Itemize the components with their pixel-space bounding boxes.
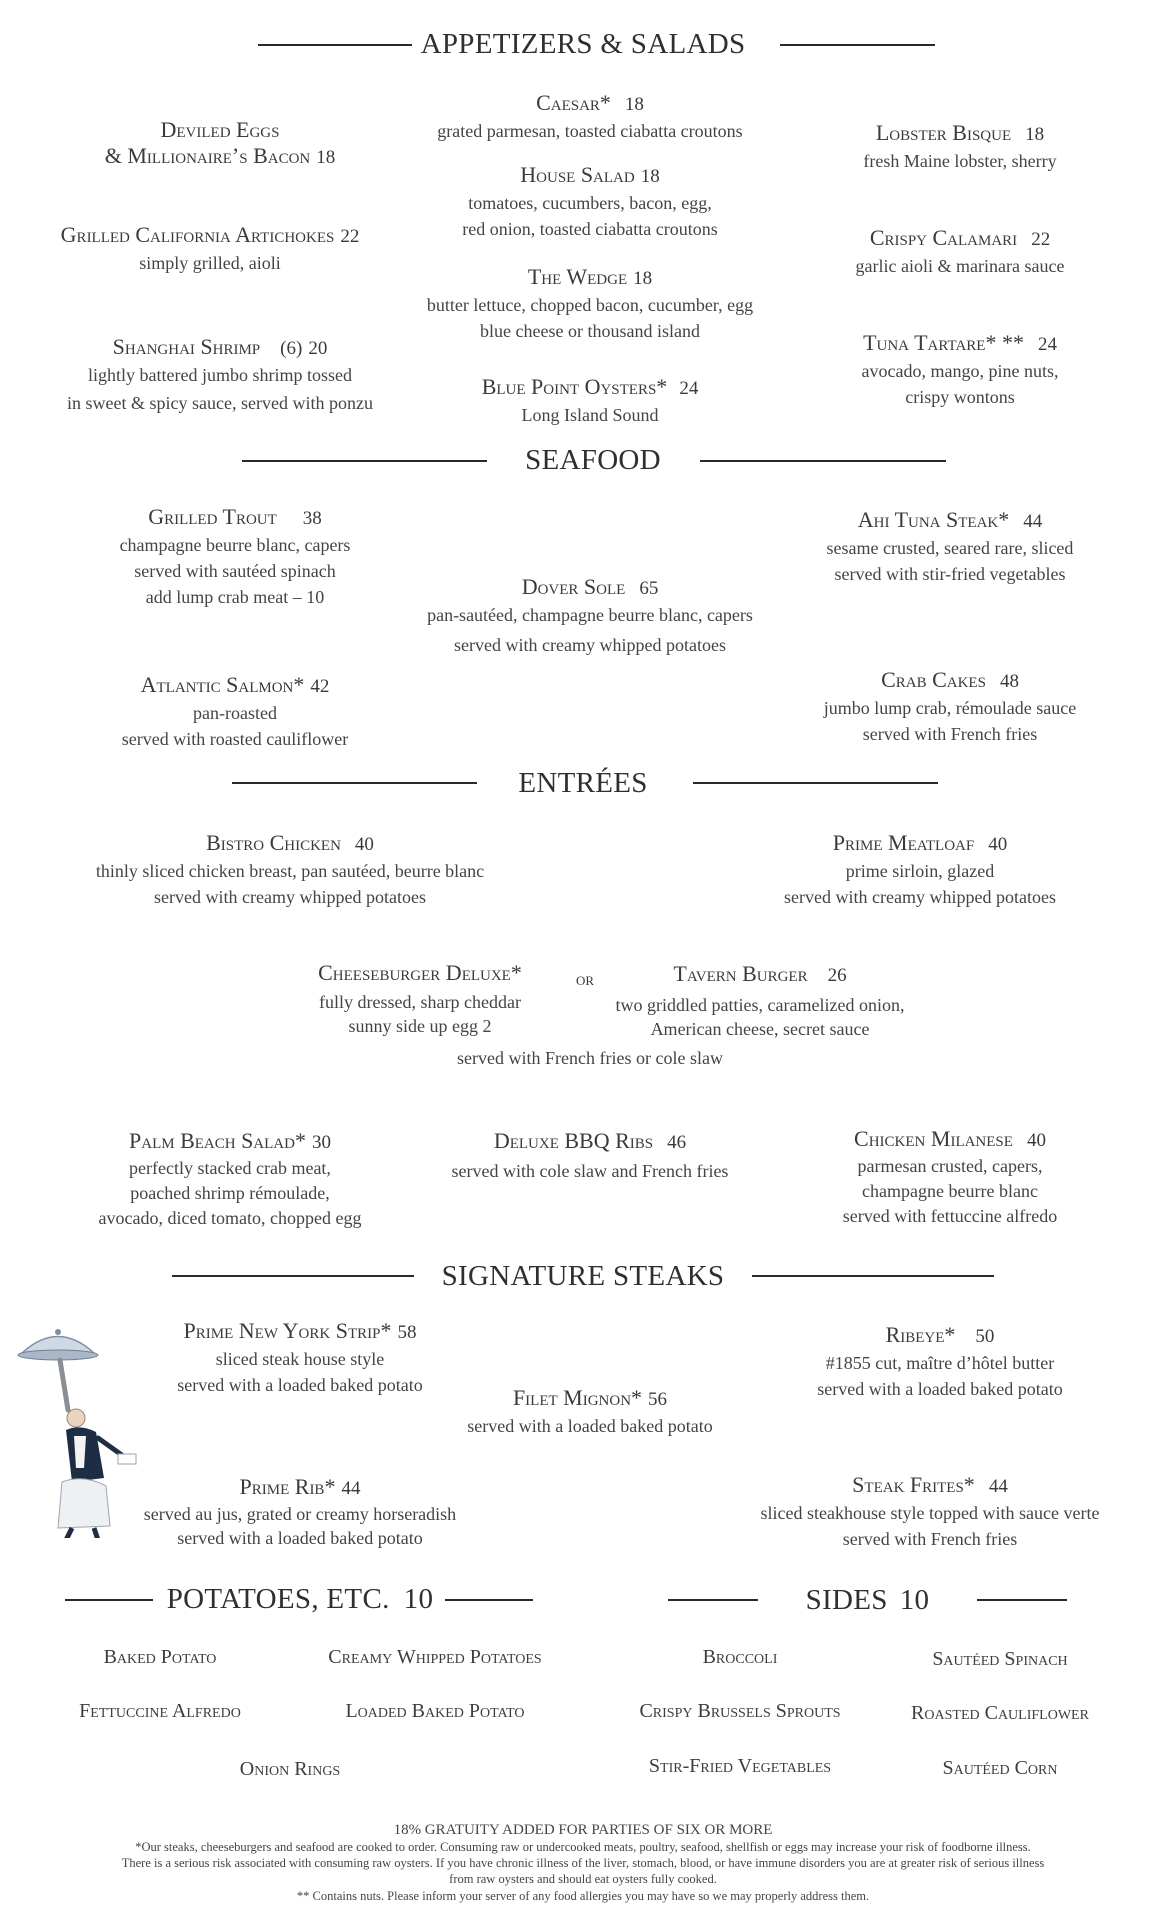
item-description: jumbo lump crab, rémoulade sauce <box>823 698 1077 718</box>
potato-item: Fettuccine Alfredo <box>79 1700 241 1722</box>
item-name: Prime Meatloaf <box>832 830 975 855</box>
section-title-text: POTATOES, ETC. <box>166 1583 390 1615</box>
item-description: avocado, diced tomato, chopped egg <box>98 1208 362 1228</box>
item-name: Palm Beach Salad* <box>129 1128 306 1153</box>
item-description: champagne beurre blanc <box>862 1181 1038 1201</box>
item-name: Tuna Tartare* ** <box>863 330 1024 355</box>
item-price: 46 <box>667 1132 687 1153</box>
burger-or-divider: or <box>575 969 595 990</box>
item-description: Long Island Sound <box>521 405 659 425</box>
item-description: champagne beurre blanc, capers <box>119 535 351 555</box>
item-description: #1855 cut, maître d’hôtel butter <box>825 1353 1055 1373</box>
item-description: sesame crusted, seared rare, sliced <box>826 538 1074 558</box>
menu-item-shanghai-shrimp <box>40 334 400 416</box>
item-name: Grilled Trout <box>148 504 277 529</box>
item-name: Shanghai Shrimp <box>112 334 261 359</box>
item-description: served with cole slaw and French fries <box>451 1161 729 1181</box>
item-description: add lump crab meat – 10 <box>145 587 325 607</box>
item-price: 24 <box>679 378 699 399</box>
item-description: two griddled patties, caramelized onion, <box>615 995 905 1015</box>
item-description: served with sautéed spinach <box>134 561 336 581</box>
item-price: 40 <box>354 834 374 855</box>
item-name: Ribeye* <box>885 1322 956 1347</box>
item-description: served with French fries <box>862 724 1038 744</box>
item-price: 48 <box>999 671 1019 692</box>
menu-item-oysters <box>390 374 790 428</box>
item-description: pan-roasted <box>193 703 277 723</box>
menu-item-caesar <box>390 90 790 144</box>
potato-item: Baked Potato <box>103 1646 217 1668</box>
item-description: served with creamy whipped potatoes <box>154 887 426 907</box>
menu-item-tuna-tartare <box>800 330 1120 410</box>
item-name: Crab Cakes <box>881 667 986 692</box>
menu-item-bistro-chicken <box>60 830 520 910</box>
item-name: Ahi Tuna Steak* <box>857 507 1010 532</box>
menu-item-cheeseburger <box>270 960 570 1038</box>
item-name: Cheeseburger Deluxe* <box>318 960 522 985</box>
item-description: served with creamy whipped potatoes <box>784 887 1056 907</box>
item-price: 18 <box>633 268 653 289</box>
item-description: served with fettuccine alfredo <box>842 1206 1058 1226</box>
item-description: perfectly stacked crab meat, <box>129 1158 331 1178</box>
item-name: Prime Rib* <box>239 1474 336 1499</box>
item-price: 18 <box>624 94 644 115</box>
item-description: sunny side up egg 2 <box>348 1016 492 1036</box>
item-name: Dover Sole <box>521 574 626 599</box>
item-name: & Millionaire’s Bacon <box>104 143 311 168</box>
item-name: House Salad <box>520 162 635 187</box>
item-price: 44 <box>341 1478 361 1499</box>
disclaimer-line: There is a serious risk associated with consuming raw oysters. If you have chronic illness of the liver, stomach, blood, or have immune disorders you are at greater risk of serious illness <box>121 1856 1045 1870</box>
item-price: 58 <box>397 1322 417 1343</box>
menu-item-chicken-milanese <box>780 1126 1120 1229</box>
menu-item-bbq-ribs <box>400 1128 780 1184</box>
item-price: 18 <box>316 147 336 168</box>
burger-side-note: served with French fries or cole slaw <box>457 1048 723 1068</box>
item-price: 18 <box>1025 124 1045 145</box>
section-title-potatoes <box>150 1583 450 1616</box>
item-description: tomatoes, cucumbers, bacon, egg, <box>468 193 712 213</box>
item-description: served with a loaded baked potato <box>177 1528 423 1548</box>
item-name: The Wedge <box>527 264 628 289</box>
item-description: fully dressed, sharp cheddar <box>319 992 521 1012</box>
section-title-sides <box>760 1584 975 1617</box>
menu-item-crab-cakes <box>780 667 1120 747</box>
item-name: Caesar* <box>536 90 611 115</box>
potato-item: Onion Rings <box>239 1758 341 1780</box>
disclaimer-line: from raw oysters and should eat oysters fully cooked. <box>449 1872 717 1886</box>
item-description: poached shrimp rémoulade, <box>130 1183 330 1203</box>
menu-item-filet-mignon <box>400 1385 780 1439</box>
menu-item-prime-rib <box>110 1474 490 1550</box>
item-name: Atlantic Salmon* <box>140 672 305 697</box>
section-title-entrees: ENTRÉES <box>518 767 648 799</box>
item-description: fresh Maine lobster, sherry <box>863 151 1057 171</box>
section-rule-left <box>65 1599 153 1601</box>
item-name: Blue Point Oysters* <box>481 374 668 399</box>
item-description: served with stir-fried vegetables <box>834 564 1066 584</box>
menu-item-crispy-calamari <box>800 225 1120 279</box>
item-price: 22 <box>340 226 360 247</box>
side-item: Roasted Cauliflower <box>911 1702 1089 1724</box>
item-price: 44 <box>1023 511 1043 532</box>
section-rule-right <box>977 1599 1067 1601</box>
side-item: Broccoli <box>702 1646 778 1668</box>
item-description: in sweet & spicy sauce, served with ponzu <box>67 393 373 413</box>
menu-item-wedge <box>390 264 790 344</box>
item-description: prime sirloin, glazed <box>845 861 995 881</box>
menu-item-deviled-eggs <box>40 117 400 171</box>
side-item: Crispy Brussels Sprouts <box>639 1700 841 1722</box>
item-price: 40 <box>988 834 1008 855</box>
item-price: 44 <box>988 1476 1008 1497</box>
item-price: 18 <box>640 166 660 187</box>
menu-item-atlantic-salmon <box>60 672 410 752</box>
item-price: 20 <box>308 338 328 359</box>
gratuity-note: 18% GRATUITY ADDED FOR PARTIES OF SIX OR MORE <box>393 1822 773 1838</box>
item-name: Tavern Burger <box>673 961 808 986</box>
item-name: Bistro Chicken <box>206 830 341 855</box>
item-name: Chicken Milanese <box>854 1126 1013 1151</box>
item-description: thinly sliced chicken breast, pan sautéed, beurre blanc <box>95 861 485 881</box>
item-description: red onion, toasted ciabatta croutons <box>462 219 718 239</box>
item-description: served with roasted cauliflower <box>121 729 349 749</box>
item-description: blue cheese or thousand island <box>480 321 700 341</box>
item-description: served with a loaded baked potato <box>467 1416 713 1436</box>
item-description: butter lettuce, chopped bacon, cucumber, egg <box>426 295 754 315</box>
item-description: served au jus, grated or creamy horseradish <box>143 1504 457 1524</box>
menu-item-house-salad <box>390 162 790 242</box>
item-name: Lobster Bisque <box>875 120 1012 145</box>
menu-item-ahi-tuna <box>780 507 1120 587</box>
item-name: Grilled California Artichokes <box>60 222 335 247</box>
menu-item-dover-sole <box>390 574 790 658</box>
side-item: Stir-Fried Vegetables <box>648 1755 832 1777</box>
section-title-appetizers: APPETIZERS & SALADS <box>420 28 746 60</box>
item-quantity: (6) <box>280 338 303 359</box>
item-price: 56 <box>648 1389 668 1410</box>
potato-item: Creamy Whipped Potatoes <box>328 1646 542 1668</box>
item-name: Deluxe BBQ Ribs <box>493 1128 654 1153</box>
item-name: Prime New York Strip* <box>183 1318 392 1343</box>
item-description: sliced steak house style <box>215 1349 385 1369</box>
section-rule-left <box>668 1599 758 1601</box>
item-description: avocado, mango, pine nuts, <box>861 361 1059 381</box>
menu-item-artichokes <box>20 222 400 276</box>
section-title-seafood: SEAFOOD <box>525 444 661 476</box>
item-description: served with a loaded baked potato <box>177 1375 423 1395</box>
menu-item-tavern-burger <box>590 961 930 1041</box>
item-description: served with a loaded baked potato <box>817 1379 1063 1399</box>
item-price: 24 <box>1037 334 1057 355</box>
item-name: Crispy Calamari <box>869 225 1018 250</box>
item-description: grated parmesan, toasted ciabatta croutons <box>437 121 743 141</box>
item-description: lightly battered jumbo shrimp tossed <box>88 365 352 385</box>
menu-item-lobster-bisque <box>800 120 1120 174</box>
potato-item: Loaded Baked Potato <box>345 1700 525 1722</box>
item-price: 30 <box>311 1132 331 1153</box>
item-price: 65 <box>639 578 659 599</box>
item-price: 26 <box>827 965 847 986</box>
section-title-steaks: SIGNATURE STEAKS <box>441 1260 725 1292</box>
item-description: parmesan crusted, capers, <box>857 1156 1043 1176</box>
section-price: 10 <box>899 1584 930 1616</box>
item-description: served with creamy whipped potatoes <box>454 635 726 655</box>
side-item: Sautéed Corn <box>942 1757 1058 1779</box>
item-description: sliced steakhouse style topped with sauce verte <box>760 1503 1100 1523</box>
item-price: 40 <box>1026 1130 1046 1151</box>
item-description: American cheese, secret sauce <box>650 1019 870 1039</box>
item-description: simply grilled, aioli <box>139 253 281 273</box>
section-price: 10 <box>403 1583 434 1615</box>
allergy-note: ** Contains nuts. Please inform your server of any food allergies you may have so we may properly address them. <box>296 1889 870 1903</box>
menu-item-grilled-trout <box>60 504 410 610</box>
menu-item-palm-beach-salad <box>60 1128 400 1231</box>
item-price: 50 <box>975 1326 995 1347</box>
menu-item-steak-frites <box>720 1472 1140 1552</box>
section-title-text: SIDES <box>805 1584 888 1616</box>
item-price: 38 <box>302 508 322 529</box>
menu-item-prime-meatloaf <box>740 830 1100 910</box>
item-name: Steak Frites* <box>852 1472 975 1497</box>
item-description: served with French fries <box>842 1529 1018 1549</box>
item-name: Filet Mignon* <box>512 1385 643 1410</box>
item-description: pan-sautéed, champagne beurre blanc, capers <box>427 605 753 625</box>
side-item: Sautéed Spinach <box>932 1648 1068 1670</box>
menu-item-ribeye <box>760 1322 1120 1402</box>
item-description: crispy wontons <box>905 387 1015 407</box>
item-price: 22 <box>1031 229 1051 250</box>
item-price: 42 <box>310 676 330 697</box>
section-rule-right <box>445 1599 533 1601</box>
disclaimer-line: *Our steaks, cheeseburgers and seafood are cooked to order. Consuming raw or undercooked meats, poultry, seafood, shellfish or eggs may increase your risk of foodborne illness. <box>135 1840 1031 1854</box>
item-description: garlic aioli & marinara sauce <box>855 256 1065 276</box>
item-name: Deviled Eggs <box>160 117 280 142</box>
